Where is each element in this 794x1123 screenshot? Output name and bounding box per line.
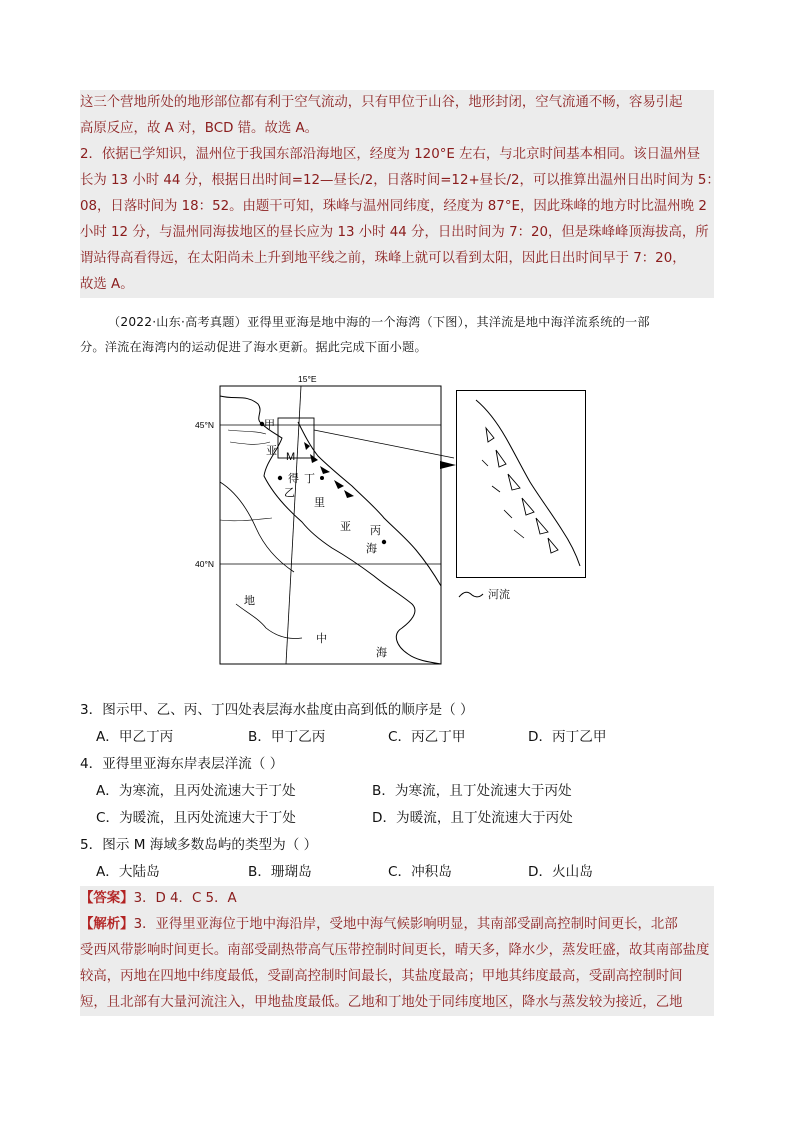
label-ya-2: 亚 (340, 521, 351, 533)
arrow-head (440, 454, 456, 462)
label-hai-1: 海 (366, 543, 377, 555)
label-zhong: 中 (316, 633, 327, 645)
label-ding: 丁 (304, 473, 315, 485)
answer-text: 3．D 4．C 5．A (133, 891, 237, 906)
lon-15-label: 15°E (298, 374, 317, 384)
question-4-options-2 (80, 805, 714, 832)
adriatic-sea-map (195, 372, 450, 668)
label-hai-2: 海 (376, 647, 387, 659)
option-d[interactable]: D．火山岛 (528, 864, 593, 880)
text-line: 谓站得高看得远，在太阳尚未上升到地平线之前，珠峰上就可以看到太阳，因此日出时间早于 7：20， (80, 251, 686, 266)
answer-tag: 【答案】 (80, 891, 134, 906)
option-a[interactable]: A．大陆岛 (96, 864, 160, 880)
option-b[interactable]: B．珊瑚岛 (248, 864, 312, 880)
option-b[interactable]: B．甲丁乙丙 (248, 729, 326, 745)
label-m: M (286, 451, 296, 463)
solution-continuation (80, 90, 720, 298)
text-line: 这三个营地所处的地形部位都有利于空气流动，只有甲位于山谷，地形封闭，空气流通不畅，容易引起 (80, 95, 683, 110)
question-5: 5．图示 M 海域多数岛屿的类型为（ ） (80, 837, 318, 853)
label-jia: 甲 (264, 419, 275, 431)
analysis-text-line: 短，且北部有大量河流注入，甲地盐度最低。乙地和丁地处于同纬度地区，降水与蒸发较为接近，乙地 (80, 995, 683, 1010)
label-li: 里 (314, 497, 325, 509)
questions (80, 697, 714, 886)
map-legend (458, 586, 510, 602)
arrow-icon (440, 461, 456, 469)
inset-map-m (456, 390, 586, 578)
label-ya-1: 亚 (266, 445, 277, 457)
label-yi: 乙 (284, 487, 295, 499)
label-bing: 丙 (370, 525, 381, 537)
text-line: 小时 12 分，与温州同海拔地区的昼长应为 13 小时 44 分，日出时间为 7：20，但是珠峰峰顶海拔高，所 (80, 225, 709, 240)
option-d[interactable]: D．为暖流，且丁处流速大于丙处 (372, 810, 573, 826)
question-5-options (80, 859, 714, 886)
option-c[interactable]: C．为暖流，且丙处流速大于丁处 (96, 810, 296, 826)
question-4-options (80, 778, 714, 805)
option-b[interactable]: B．为寒流，且丁处流速大于丙处 (372, 783, 572, 799)
question-3: 3．图示甲、乙、丙、丁四处表层海水盐度由高到低的顺序是（ ） (80, 702, 474, 718)
analysis-line (80, 912, 714, 938)
analysis-text-line: 较高，丙地在四地中纬度最低，受副高控制时间最长，其盐度最高；甲地其纬度最高，受副高控制时间 (80, 969, 683, 984)
analysis-text-line: 受西风带影响时间更长。南部受副热带高气压带控制时间更长，晴天多，降水少，蒸发旺盛，故其南部盐度 (80, 943, 710, 958)
question-4: 4．亚得里亚海东岸表层洋流（ ） (80, 756, 284, 772)
text-line: 2．依据已学知识，温州位于我国东部沿海地区，经度为 120°E 左右，与北京时间基本相同。该日温州昼 (80, 147, 701, 162)
label-di: 地 (244, 595, 255, 607)
analysis-tag: 【解析】 (80, 917, 134, 932)
intro-line: （2022·山东·高考真题）亚得里亚海是地中海的一个海湾（下图），其洋流是地中海洋流系统的一部 (108, 315, 650, 329)
lat-45-label: 45°N (195, 420, 214, 430)
lat-40-label: 40°N (195, 559, 214, 569)
question-intro (80, 310, 714, 360)
text-line: 故选 A。 (80, 277, 134, 292)
text-line: 高原反应，故 A 对，BCD 错。故选 A。 (80, 121, 319, 136)
answer-line (80, 886, 714, 912)
analysis-first-line: 3．亚得里亚海位于地中海沿岸，受地中海气候影响明显，其南部受副高控制时间更长，北部 (133, 917, 678, 932)
legend-label: 河流 (488, 588, 510, 601)
option-a[interactable]: A．甲乙丁丙 (96, 729, 174, 745)
option-c[interactable]: C．丙乙丁甲 (388, 729, 466, 745)
text-line: 长为 13 小时 44 分，根据日出时间=12—昼长/2，日落时间=12+昼长/2，可以推算出温州日出时间为 5： (80, 173, 720, 188)
label-de: 得 (288, 473, 299, 485)
intro-line: 分。洋流在海湾内的运动促进了海水更新。据此完成下面小题。 (80, 340, 427, 354)
option-d[interactable]: D．丙丁乙甲 (528, 729, 607, 745)
river-legend-icon (458, 589, 484, 599)
option-a[interactable]: A．为寒流，且丙处流速大于丁处 (96, 783, 296, 799)
question-3-options (80, 724, 714, 751)
text-line: 08，日落时间为 18：52。由题干可知，珠峰与温州同纬度，经度为 87°E，因此珠峰的地方时比温州晚 2 (80, 199, 707, 214)
answer-analysis (80, 886, 714, 1016)
option-c[interactable]: C．冲积岛 (388, 864, 452, 880)
